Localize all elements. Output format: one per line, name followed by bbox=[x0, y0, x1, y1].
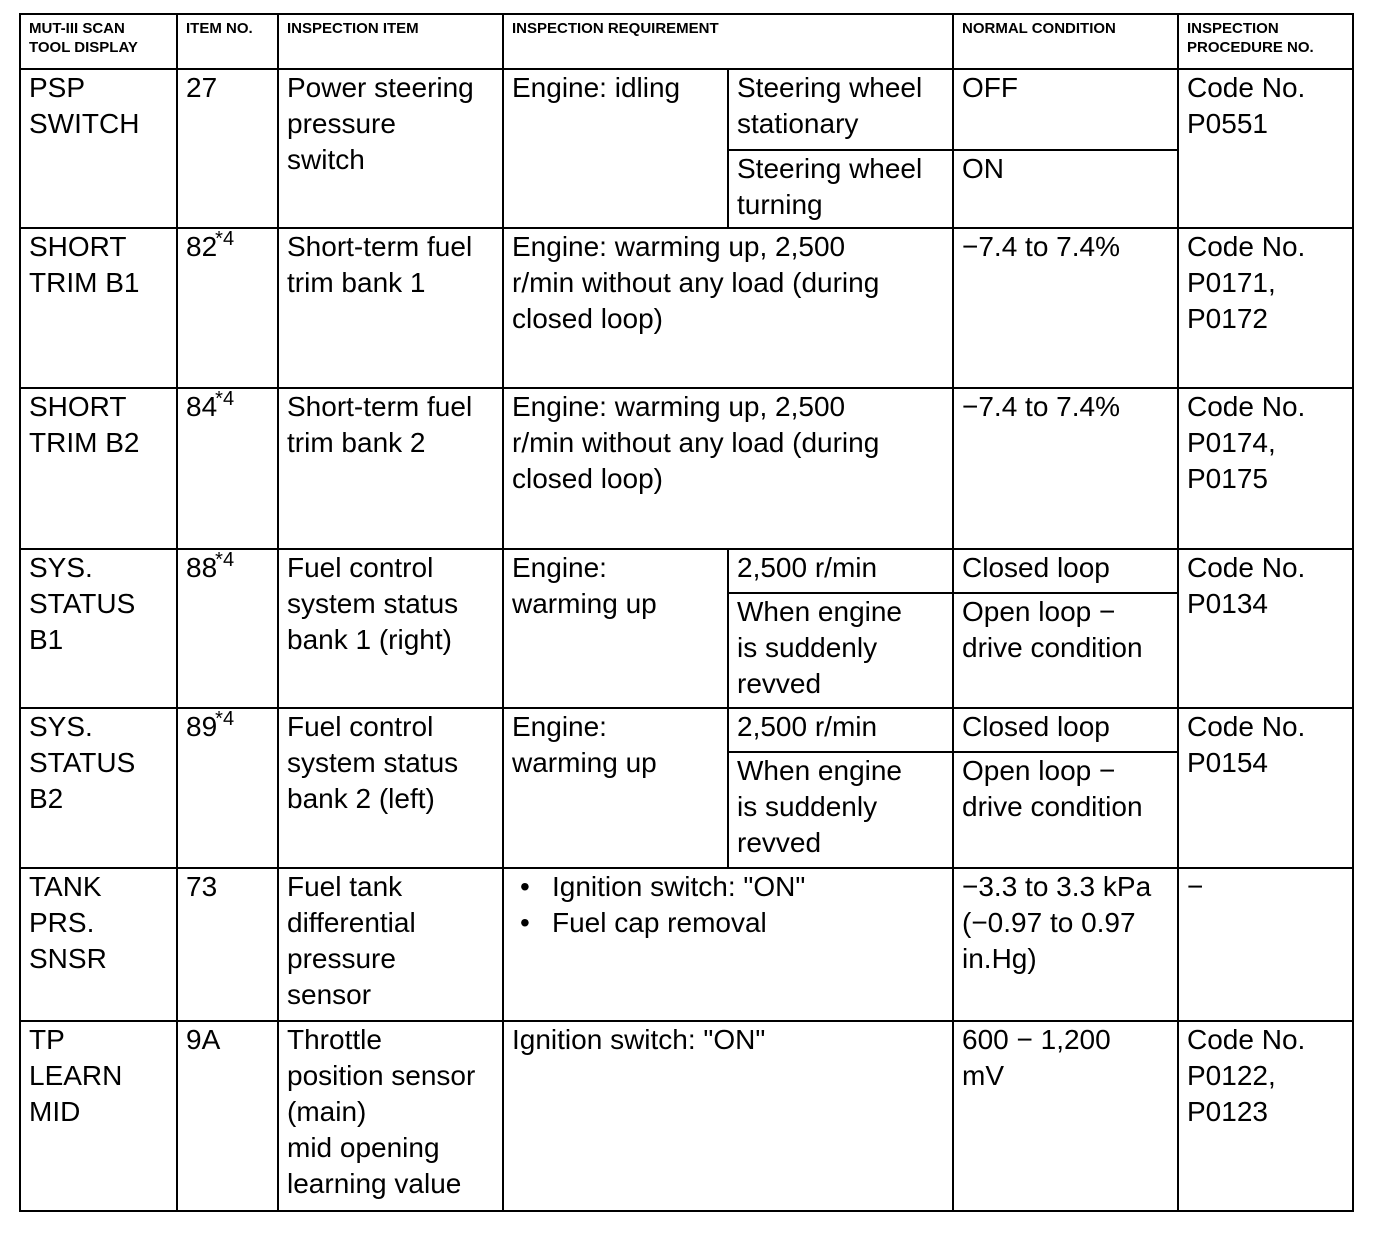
cell-display: SHORT TRIM B1 bbox=[20, 228, 177, 388]
inspection-table bbox=[19, 13, 1354, 1212]
cell-normal-condition: Closed loop bbox=[953, 549, 1178, 593]
cell-normal-condition: −3.3 to 3.3 kPa (−0.97 to 0.97 in.Hg) bbox=[953, 868, 1178, 1021]
header-item-no: ITEM NO. bbox=[177, 14, 278, 69]
cell-requirement: Engine: warming up, 2,500 r/min without any load (during closed loop) bbox=[503, 228, 953, 388]
cell-sub-requirement: Steering wheel turning bbox=[728, 150, 953, 228]
list-item: • Fuel cap removal bbox=[516, 905, 944, 941]
cell-item-no: 9A bbox=[177, 1021, 278, 1211]
cell-inspection-item: Power steering pressure switch bbox=[278, 69, 503, 228]
cell-inspection-item: Short-term fuel trim bank 2 bbox=[278, 388, 503, 549]
cell-display: TP LEARN MID bbox=[20, 1021, 177, 1211]
cell-inspection-item: Short-term fuel trim bank 1 bbox=[278, 228, 503, 388]
cell-normal-condition: −7.4 to 7.4% bbox=[953, 228, 1178, 388]
requirement-list bbox=[512, 869, 944, 941]
cell-item-no: 27 bbox=[177, 69, 278, 228]
cell-procedure: Code No. P0154 bbox=[1178, 708, 1353, 868]
cell-item-no bbox=[177, 549, 278, 708]
cell-sub-requirement: 2,500 r/min bbox=[728, 708, 953, 752]
cell-normal-condition: 600 − 1,200 mV bbox=[953, 1021, 1178, 1211]
cell-procedure: Code No. P0171, P0172 bbox=[1178, 228, 1353, 388]
cell-display: SHORT TRIM B2 bbox=[20, 388, 177, 549]
cell-display: PSP SWITCH bbox=[20, 69, 177, 228]
cell-requirement: Engine: idling bbox=[503, 69, 728, 228]
table-row bbox=[20, 868, 1353, 1021]
footnote-mark: *4 bbox=[215, 228, 235, 250]
header-requirement: INSPECTION REQUIREMENT bbox=[503, 14, 953, 69]
cell-display: TANK PRS. SNSR bbox=[20, 868, 177, 1021]
cell-display: SYS. STATUS B2 bbox=[20, 708, 177, 868]
footnote-mark: *4 bbox=[215, 708, 235, 730]
footnote-mark: *4 bbox=[215, 549, 235, 571]
header-display: MUT-III SCAN TOOL DISPLAY bbox=[20, 14, 177, 69]
cell-requirement bbox=[503, 868, 953, 1021]
cell-procedure: − bbox=[1178, 868, 1353, 1021]
cell-normal-condition: ON bbox=[953, 150, 1178, 228]
table-row bbox=[20, 388, 1353, 549]
footnote-mark: *4 bbox=[215, 388, 235, 410]
cell-normal-condition: OFF bbox=[953, 69, 1178, 150]
cell-item-no bbox=[177, 228, 278, 388]
cell-normal-condition: Closed loop bbox=[953, 708, 1178, 752]
list-item: • Ignition switch: "ON" bbox=[516, 869, 944, 905]
item-number: 82 bbox=[186, 231, 218, 262]
cell-inspection-item: Fuel control system status bank 2 (left) bbox=[278, 708, 503, 868]
cell-inspection-item: Fuel control system status bank 1 (right) bbox=[278, 549, 503, 708]
cell-item-no: 73 bbox=[177, 868, 278, 1021]
header-inspection-item: INSPECTION ITEM bbox=[278, 14, 503, 69]
cell-display: SYS. STATUS B1 bbox=[20, 549, 177, 708]
header-row bbox=[20, 14, 1353, 69]
cell-requirement: Engine: warming up, 2,500 r/min without any load (during closed loop) bbox=[503, 388, 953, 549]
cell-procedure: Code No. P0134 bbox=[1178, 549, 1353, 708]
table-row bbox=[20, 1021, 1353, 1211]
cell-inspection-item: Fuel tank differential pressure sensor bbox=[278, 868, 503, 1021]
cell-procedure: Code No. P0551 bbox=[1178, 69, 1353, 228]
cell-sub-requirement: When engine is suddenly revved bbox=[728, 593, 953, 708]
table-row bbox=[20, 69, 1353, 150]
cell-item-no bbox=[177, 708, 278, 868]
item-number: 84 bbox=[186, 391, 218, 422]
cell-requirement: Engine: warming up bbox=[503, 549, 728, 708]
cell-sub-requirement: 2,500 r/min bbox=[728, 549, 953, 593]
cell-sub-requirement: Steering wheel stationary bbox=[728, 69, 953, 150]
cell-item-no bbox=[177, 388, 278, 549]
item-number: 89 bbox=[186, 711, 218, 742]
header-normal-condition: NORMAL CONDITION bbox=[953, 14, 1178, 69]
cell-requirement: Engine: warming up bbox=[503, 708, 728, 868]
cell-requirement: Ignition switch: "ON" bbox=[503, 1021, 953, 1211]
table-row bbox=[20, 549, 1353, 593]
cell-inspection-item: Throttle position sensor (main) mid opening learning value bbox=[278, 1021, 503, 1211]
cell-normal-condition: −7.4 to 7.4% bbox=[953, 388, 1178, 549]
cell-sub-requirement: When engine is suddenly revved bbox=[728, 752, 953, 868]
header-procedure-no: INSPECTION PROCEDURE NO. bbox=[1178, 14, 1353, 69]
table-row bbox=[20, 708, 1353, 752]
item-number: 88 bbox=[186, 552, 218, 583]
cell-procedure: Code No. P0174, P0175 bbox=[1178, 388, 1353, 549]
table-row bbox=[20, 228, 1353, 388]
cell-normal-condition: Open loop − drive condition bbox=[953, 593, 1178, 708]
cell-procedure: Code No. P0122, P0123 bbox=[1178, 1021, 1353, 1211]
cell-normal-condition: Open loop − drive condition bbox=[953, 752, 1178, 868]
